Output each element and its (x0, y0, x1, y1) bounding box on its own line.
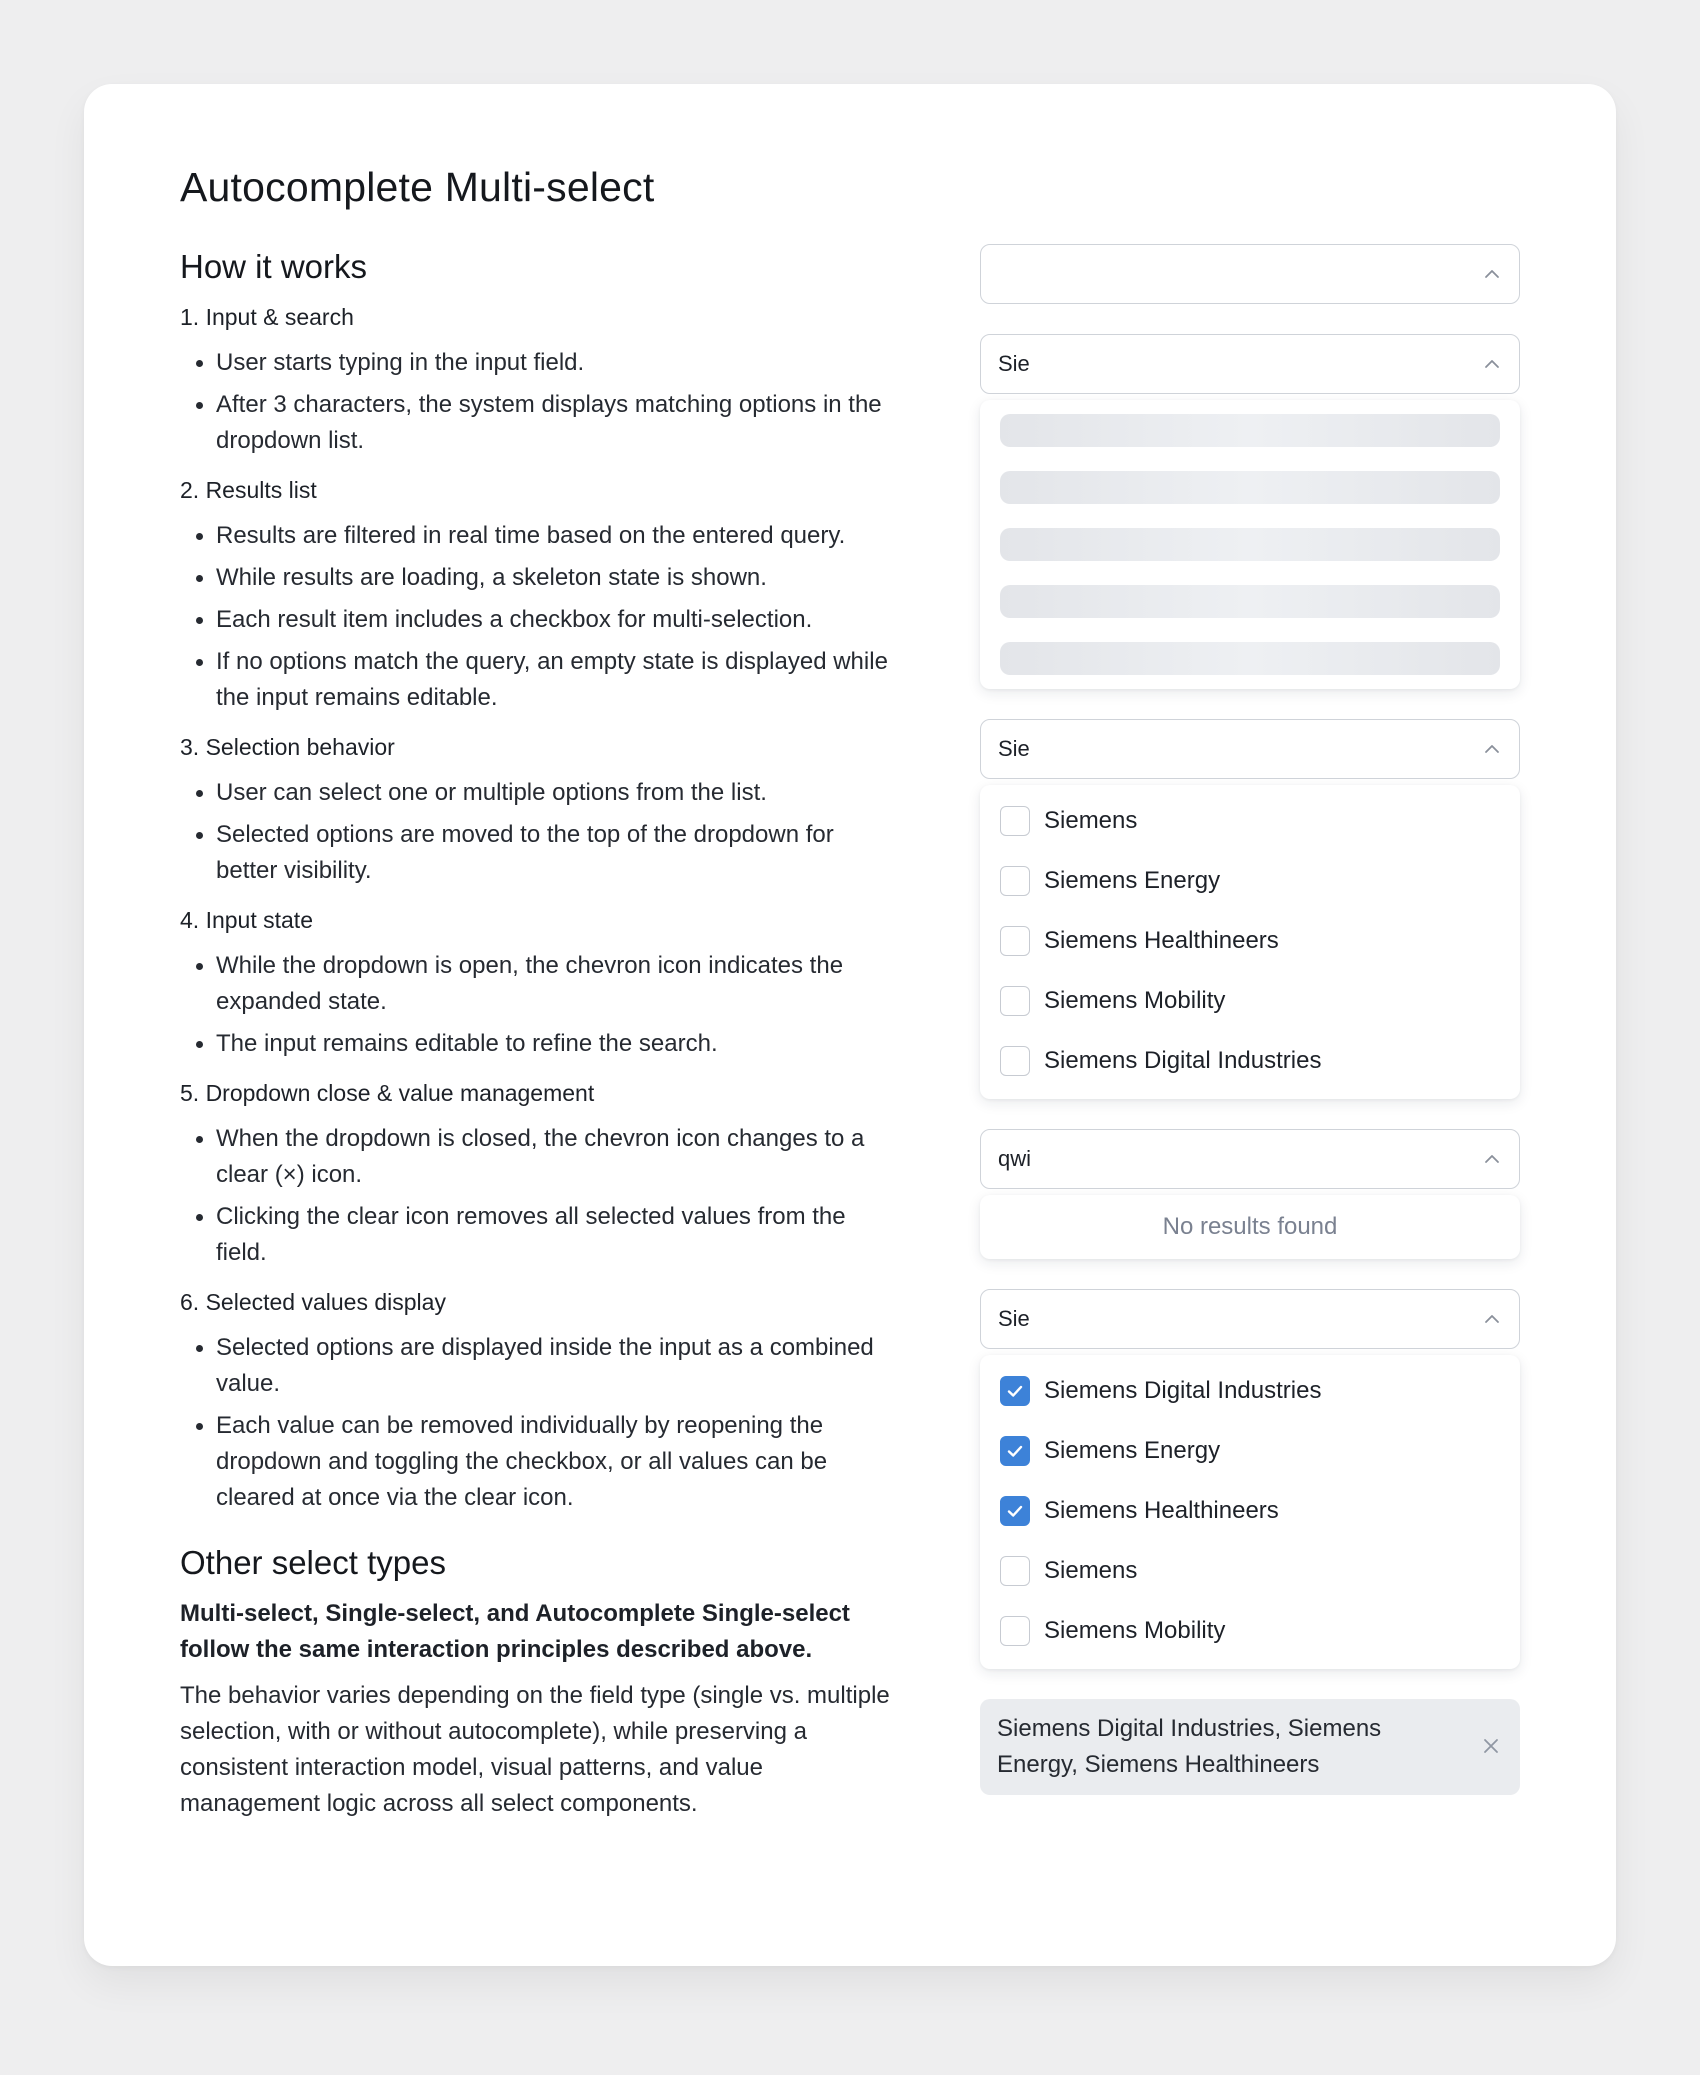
checkbox-checked[interactable] (1000, 1436, 1030, 1466)
step-bullets (180, 775, 900, 889)
option-item[interactable] (980, 971, 1520, 1031)
checkmark-icon (1004, 1500, 1026, 1522)
skeleton-row (1000, 585, 1500, 618)
option-label: Siemens Mobility (1044, 1617, 1226, 1644)
other-select-types-title: Other select types (180, 1544, 446, 1581)
skeleton-row (1000, 642, 1500, 675)
option-item[interactable] (980, 1541, 1520, 1601)
step-4 (180, 905, 900, 1062)
input-value: Sie (998, 736, 1030, 761)
option-item[interactable] (980, 1601, 1520, 1661)
other-types-bold-text: Multi-select, Single-select, and Autocomplete Single-select follow the same interaction principles described above. (180, 1600, 850, 1663)
option-item[interactable] (980, 1031, 1520, 1091)
bullet-item: While results are loading, a skeleton state is shown. (180, 560, 900, 596)
page-title: Autocomplete Multi-select (180, 164, 655, 210)
step-6 (180, 1287, 900, 1516)
option-label: Siemens Digital Industries (1044, 1377, 1322, 1404)
bullet-item: Selected options are displayed inside the input as a combined value. (180, 1330, 900, 1402)
skeleton-row (1000, 528, 1500, 561)
checkmark-icon (1004, 1380, 1026, 1402)
option-label: Siemens Mobility (1044, 987, 1226, 1014)
how-it-works-title: How it works (180, 248, 368, 285)
step-heading: 1. Input & search (180, 304, 354, 330)
input-value: qwi (998, 1146, 1032, 1171)
autocomplete-input-loading[interactable] (980, 334, 1520, 394)
chevron-up-icon[interactable] (1481, 738, 1503, 760)
option-label: Siemens Healthineers (1044, 927, 1279, 954)
example-loading (980, 334, 1520, 689)
step-bullets (180, 345, 900, 459)
selected-dropdown (980, 1355, 1520, 1669)
chevron-up-icon[interactable] (1481, 353, 1503, 375)
example-no-results (980, 1129, 1520, 1259)
input-value: Sie (998, 351, 1030, 376)
step-5 (180, 1078, 900, 1271)
bullet-item: Each result item includes a checkbox for multi-selection. (180, 602, 900, 638)
option-label: Siemens Energy (1044, 867, 1221, 894)
skeleton-dropdown (980, 400, 1520, 689)
option-label: Siemens Energy (1044, 1437, 1221, 1464)
selected-values-field[interactable] (980, 1699, 1520, 1795)
bullet-item: After 3 characters, the system displays matching options in the dropdown list. (180, 387, 900, 459)
checkbox[interactable] (1000, 866, 1030, 896)
other-types-body-text: The behavior varies depending on the field type (single vs. multiple selection, with or without autocomplete), while preserving a consistent interaction model, visual patterns, and value management logic across all select components. (180, 1682, 890, 1817)
chevron-up-icon[interactable] (1481, 1148, 1503, 1170)
chevron-up-icon[interactable] (1481, 1308, 1503, 1330)
chevron-up-icon[interactable] (1481, 263, 1503, 285)
option-label: Siemens (1044, 1557, 1138, 1584)
skeleton-row (1000, 414, 1500, 447)
option-item[interactable] (980, 911, 1520, 971)
examples-column (980, 244, 1520, 1795)
bullet-item: Selected options are moved to the top of the dropdown for better visibility. (180, 817, 900, 889)
option-item[interactable] (980, 1361, 1520, 1421)
option-label: Siemens Digital Industries (1044, 1047, 1322, 1074)
bullet-item: Clicking the clear icon removes all selected values from the field. (180, 1199, 900, 1271)
bullet-item: If no options match the query, an empty state is displayed while the input remains editable. (180, 644, 900, 716)
bullet-item: User starts typing in the input field. (180, 345, 900, 381)
autocomplete-input-no-results[interactable] (980, 1129, 1520, 1189)
skeleton-row (1000, 471, 1500, 504)
step-heading: 3. Selection behavior (180, 734, 395, 760)
step-bullets (180, 518, 900, 716)
autocomplete-input-results[interactable] (980, 719, 1520, 779)
bullet-item: Each value can be removed individually by reopening the dropdown and toggling the checkbox, or all values can be cleared at once via the clear icon. (180, 1408, 900, 1516)
step-bullets (180, 1121, 900, 1271)
input-value: Sie (998, 1306, 1030, 1331)
bullet-item: While the dropdown is open, the chevron icon indicates the expanded state. (180, 948, 900, 1020)
step-heading: 5. Dropdown close & value management (180, 1080, 595, 1106)
step-bullets (180, 948, 900, 1062)
bullet-item: The input remains editable to refine the search. (180, 1026, 900, 1062)
checkbox-checked[interactable] (1000, 1496, 1030, 1526)
checkbox[interactable] (1000, 1616, 1030, 1646)
option-label: Siemens Healthineers (1044, 1497, 1279, 1524)
documentation-column (180, 248, 900, 1822)
step-heading: 2. Results list (180, 477, 317, 503)
bullet-item: Results are filtered in real time based on the entered query. (180, 518, 900, 554)
checkbox[interactable] (1000, 1046, 1030, 1076)
step-heading: 4. Input state (180, 907, 313, 933)
step-2 (180, 475, 900, 716)
empty-state: No results found (980, 1195, 1520, 1259)
example-results (980, 719, 1520, 1099)
option-item[interactable] (980, 851, 1520, 911)
checkbox[interactable] (1000, 986, 1030, 1016)
step-bullets (180, 1330, 900, 1516)
bullet-item: When the dropdown is closed, the chevron icon changes to a clear (×) icon. (180, 1121, 900, 1193)
checkbox-checked[interactable] (1000, 1376, 1030, 1406)
example-selected (980, 1289, 1520, 1669)
step-heading: 6. Selected values display (180, 1289, 446, 1315)
checkmark-icon (1004, 1440, 1026, 1462)
step-1 (180, 302, 900, 459)
clear-icon[interactable] (1480, 1735, 1502, 1757)
results-dropdown (980, 785, 1520, 1099)
autocomplete-input-empty[interactable] (980, 244, 1520, 304)
option-label: Siemens (1044, 807, 1138, 834)
bullet-item: User can select one or multiple options from the list. (180, 775, 900, 811)
autocomplete-input-selected[interactable] (980, 1289, 1520, 1349)
option-item[interactable] (980, 1421, 1520, 1481)
option-item[interactable] (980, 1481, 1520, 1541)
step-3 (180, 732, 900, 889)
content-card (84, 84, 1616, 1966)
checkbox[interactable] (1000, 1556, 1030, 1586)
option-item[interactable] (980, 791, 1520, 851)
combined-value: Siemens Digital Industries, Siemens Energy, Siemens Healthineers (997, 1715, 1382, 1778)
checkbox[interactable] (1000, 926, 1030, 956)
checkbox[interactable] (1000, 806, 1030, 836)
